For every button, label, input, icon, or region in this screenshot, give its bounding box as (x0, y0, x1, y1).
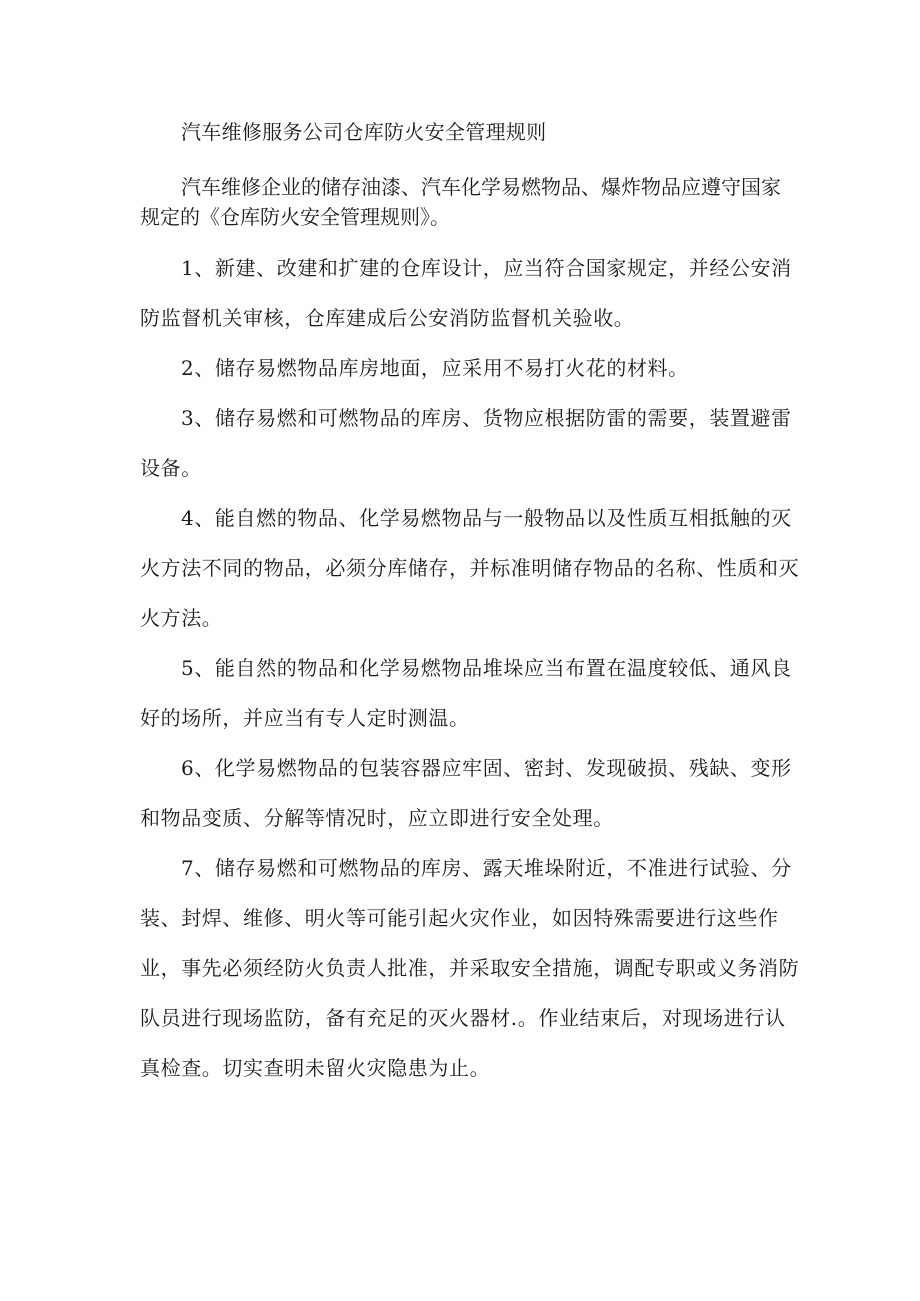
rules-list (140, 243, 800, 1093)
intro-paragraph: 汽车维修企业的储存油漆、汽车化学易燃物品、爆炸物品应遵守国家规定的《仓库防火安全管理规则》。 (140, 175, 781, 229)
rule-item-4: 4、能自燃的物品、化学易燃物品与一般物品以及性质互相抵触的灭火方法不同的物品，必须分库储存，并标准明储存物品的名称、性质和灭火方法。 (140, 506, 800, 630)
rule-item-7: 7、储存易燃和可燃物品的库房、露天堆垛附近，不准进行试验、分装、封焊、维修、明火等可能引起火灾作业，如因特殊需要进行这些作业，事先必须经防火负责人批准，并采取安全措施，调配专职或义务消防队员进行现场监防，备有充足的灭火器材.。作业结束后，对现场进行认真检查。切实查明未留火灾隐患为止。 (140, 856, 800, 1080)
rule-item-5: 5、能自然的物品和化学易燃物品堆垛应当布置在温度较低、通风良好的场所，并应当有专人定时测温。 (140, 656, 792, 730)
document-title: 汽车维修服务公司仓库防火安全管理规则 (181, 120, 547, 144)
rule-item-1: 1、新建、改建和扩建的仓库设计，应当符合国家规定，并经公安消防监督机关审核，仓库建成后公安消防监督机关验收。 (140, 256, 792, 330)
rule-item-3: 3、储存易燃和可燃物品的库房、货物应根据防雷的需要，装置避雷设备。 (140, 406, 792, 480)
rule-item-2: 2、储存易燃物品库房地面，应采用不易打火花的材料。 (181, 356, 689, 380)
rule-item-6: 6、化学易燃物品的包装容器应牢固、密封、发现破损、残缺、变形和物品变质、分解等情况时，应立即进行安全处理。 (140, 756, 792, 830)
